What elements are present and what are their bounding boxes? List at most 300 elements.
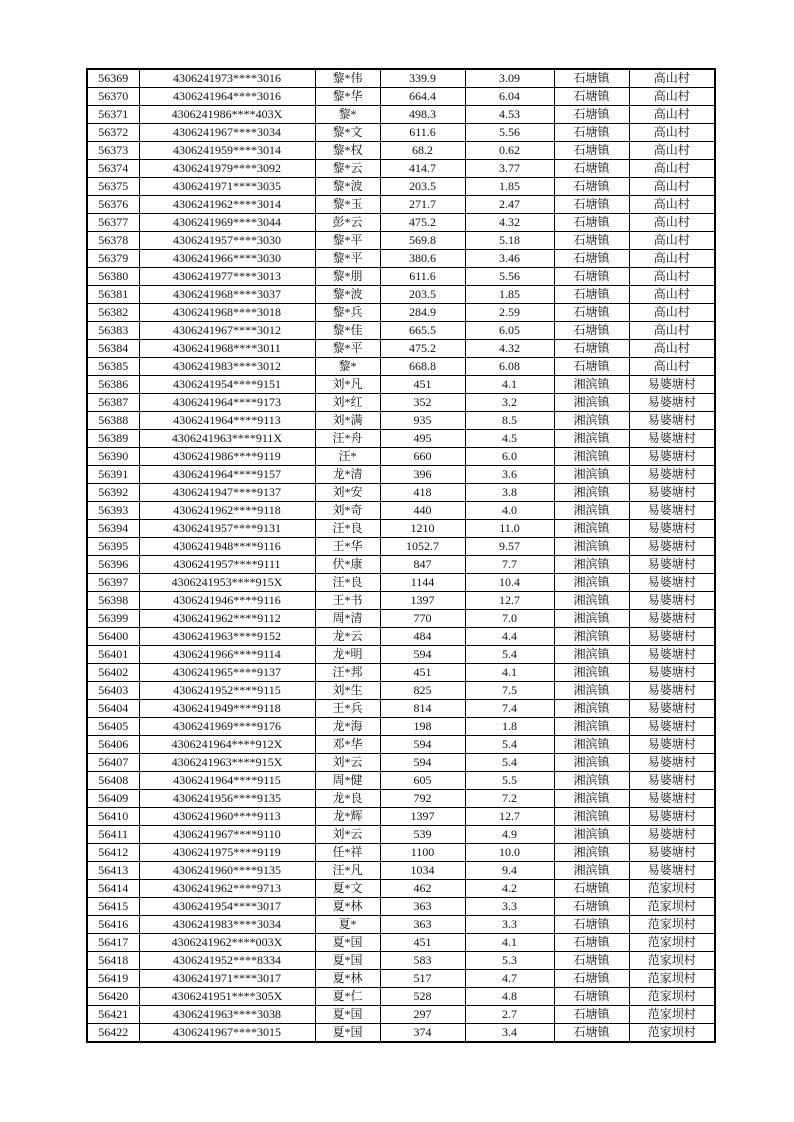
table-row — [87, 790, 715, 808]
secondary-amount-cell: 4.32 — [465, 214, 554, 232]
town-cell: 湘滨镇 — [554, 808, 629, 826]
table-row — [87, 646, 715, 664]
secondary-amount-cell: 5.4 — [465, 646, 554, 664]
table-row — [87, 628, 715, 646]
secondary-amount-cell: 3.77 — [465, 160, 554, 178]
id-number-cell: 4306241971****3035 — [139, 178, 315, 196]
table-row — [87, 772, 715, 790]
id-number-cell: 4306241962****3014 — [139, 196, 315, 214]
town-cell: 湘滨镇 — [554, 484, 629, 502]
secondary-amount-cell: 5.18 — [465, 232, 554, 250]
amount-cell: 198 — [380, 718, 465, 736]
village-cell: 易婆塘村 — [629, 736, 715, 754]
table-row — [87, 214, 715, 232]
amount-cell: 1100 — [380, 844, 465, 862]
table-row — [87, 862, 715, 880]
table-row — [87, 844, 715, 862]
table-row — [87, 268, 715, 286]
amount-cell: 660 — [380, 448, 465, 466]
serial-cell: 56410 — [87, 808, 139, 826]
village-cell: 高山村 — [629, 340, 715, 358]
amount-cell: 594 — [380, 754, 465, 772]
id-number-cell: 4306241967****9110 — [139, 826, 315, 844]
secondary-amount-cell: 3.3 — [465, 916, 554, 934]
town-cell: 湘滨镇 — [554, 862, 629, 880]
name-cell: 夏*林 — [315, 970, 380, 988]
town-cell: 湘滨镇 — [554, 394, 629, 412]
amount-cell: 770 — [380, 610, 465, 628]
table-row — [87, 610, 715, 628]
id-number-cell: 4306241957****9131 — [139, 520, 315, 538]
serial-cell: 56408 — [87, 772, 139, 790]
town-cell: 湘滨镇 — [554, 502, 629, 520]
village-cell: 易婆塘村 — [629, 682, 715, 700]
secondary-amount-cell: 9.57 — [465, 538, 554, 556]
secondary-amount-cell: 4.7 — [465, 970, 554, 988]
amount-cell: 339.9 — [380, 69, 465, 88]
name-cell: 彭*云 — [315, 214, 380, 232]
table-row — [87, 808, 715, 826]
name-cell: 刘*奇 — [315, 502, 380, 520]
id-number-cell: 4306241947****9137 — [139, 484, 315, 502]
amount-cell: 1210 — [380, 520, 465, 538]
id-number-cell: 4306241963****3038 — [139, 1006, 315, 1024]
town-cell: 石塘镇 — [554, 268, 629, 286]
table-row — [87, 952, 715, 970]
name-cell: 刘*满 — [315, 412, 380, 430]
name-cell: 汪*舟 — [315, 430, 380, 448]
id-number-cell: 4306241983****3034 — [139, 916, 315, 934]
serial-cell: 56386 — [87, 376, 139, 394]
id-number-cell: 4306241969****3044 — [139, 214, 315, 232]
village-cell: 范家坝村 — [629, 916, 715, 934]
town-cell: 湘滨镇 — [554, 826, 629, 844]
id-number-cell: 4306241954****3017 — [139, 898, 315, 916]
name-cell: 龙*海 — [315, 718, 380, 736]
id-number-cell: 4306241964****3016 — [139, 88, 315, 106]
table-row — [87, 556, 715, 574]
table-row — [87, 826, 715, 844]
secondary-amount-cell: 6.04 — [465, 88, 554, 106]
name-cell: 龙*清 — [315, 466, 380, 484]
amount-cell: 1034 — [380, 862, 465, 880]
town-cell: 石塘镇 — [554, 214, 629, 232]
table-row — [87, 88, 715, 106]
town-cell: 石塘镇 — [554, 286, 629, 304]
town-cell: 湘滨镇 — [554, 646, 629, 664]
name-cell: 黎*朋 — [315, 268, 380, 286]
secondary-amount-cell: 1.85 — [465, 178, 554, 196]
serial-cell: 56399 — [87, 610, 139, 628]
table-row — [87, 754, 715, 772]
secondary-amount-cell: 5.5 — [465, 772, 554, 790]
serial-cell: 56407 — [87, 754, 139, 772]
name-cell: 夏*文 — [315, 880, 380, 898]
village-cell: 范家坝村 — [629, 880, 715, 898]
serial-cell: 56406 — [87, 736, 139, 754]
town-cell: 石塘镇 — [554, 142, 629, 160]
town-cell: 湘滨镇 — [554, 592, 629, 610]
serial-cell: 56419 — [87, 970, 139, 988]
amount-cell: 363 — [380, 898, 465, 916]
table-row — [87, 520, 715, 538]
town-cell: 湘滨镇 — [554, 430, 629, 448]
town-cell: 湘滨镇 — [554, 790, 629, 808]
name-cell: 黎*波 — [315, 178, 380, 196]
secondary-amount-cell: 7.4 — [465, 700, 554, 718]
secondary-amount-cell: 1.8 — [465, 718, 554, 736]
town-cell: 石塘镇 — [554, 250, 629, 268]
table-row — [87, 178, 715, 196]
amount-cell: 475.2 — [380, 340, 465, 358]
name-cell: 周*清 — [315, 610, 380, 628]
amount-cell: 451 — [380, 664, 465, 682]
name-cell: 汪*良 — [315, 574, 380, 592]
id-number-cell: 4306241965****9137 — [139, 664, 315, 682]
serial-cell: 56422 — [87, 1024, 139, 1043]
amount-cell: 668.8 — [380, 358, 465, 376]
name-cell: 任*祥 — [315, 844, 380, 862]
name-cell: 邓*华 — [315, 736, 380, 754]
serial-cell: 56380 — [87, 268, 139, 286]
table-row — [87, 700, 715, 718]
serial-cell: 56376 — [87, 196, 139, 214]
secondary-amount-cell: 4.9 — [465, 826, 554, 844]
secondary-amount-cell: 7.2 — [465, 790, 554, 808]
serial-cell: 56412 — [87, 844, 139, 862]
serial-cell: 56416 — [87, 916, 139, 934]
name-cell: 黎*玉 — [315, 196, 380, 214]
amount-cell: 418 — [380, 484, 465, 502]
amount-cell: 451 — [380, 934, 465, 952]
secondary-amount-cell: 8.5 — [465, 412, 554, 430]
town-cell: 石塘镇 — [554, 988, 629, 1006]
secondary-amount-cell: 5.4 — [465, 754, 554, 772]
id-number-cell: 4306241963****911X — [139, 430, 315, 448]
secondary-amount-cell: 4.1 — [465, 376, 554, 394]
amount-cell: 451 — [380, 376, 465, 394]
village-cell: 高山村 — [629, 214, 715, 232]
village-cell: 高山村 — [629, 160, 715, 178]
table-row — [87, 340, 715, 358]
secondary-amount-cell: 0.62 — [465, 142, 554, 160]
id-number-cell: 4306241954****9151 — [139, 376, 315, 394]
name-cell: 夏*林 — [315, 898, 380, 916]
village-cell: 高山村 — [629, 358, 715, 376]
village-cell: 高山村 — [629, 178, 715, 196]
town-cell: 石塘镇 — [554, 178, 629, 196]
secondary-amount-cell: 3.46 — [465, 250, 554, 268]
serial-cell: 56379 — [87, 250, 139, 268]
id-number-cell: 4306241968****3037 — [139, 286, 315, 304]
amount-cell: 498.3 — [380, 106, 465, 124]
name-cell: 黎* — [315, 358, 380, 376]
secondary-amount-cell: 7.5 — [465, 682, 554, 700]
village-cell: 范家坝村 — [629, 1006, 715, 1024]
id-number-cell: 4306241964****9157 — [139, 466, 315, 484]
secondary-amount-cell: 6.0 — [465, 448, 554, 466]
name-cell: 黎*平 — [315, 250, 380, 268]
name-cell: 黎*云 — [315, 160, 380, 178]
town-cell: 湘滨镇 — [554, 772, 629, 790]
secondary-amount-cell: 6.05 — [465, 322, 554, 340]
amount-cell: 814 — [380, 700, 465, 718]
table-row — [87, 502, 715, 520]
serial-cell: 56404 — [87, 700, 139, 718]
town-cell: 湘滨镇 — [554, 412, 629, 430]
amount-cell: 475.2 — [380, 214, 465, 232]
amount-cell: 605 — [380, 772, 465, 790]
village-cell: 范家坝村 — [629, 970, 715, 988]
serial-cell: 56389 — [87, 430, 139, 448]
serial-cell: 56374 — [87, 160, 139, 178]
secondary-amount-cell: 5.4 — [465, 736, 554, 754]
name-cell: 黎*权 — [315, 142, 380, 160]
table-row — [87, 196, 715, 214]
village-cell: 易婆塘村 — [629, 646, 715, 664]
amount-cell: 352 — [380, 394, 465, 412]
name-cell: 黎*兵 — [315, 304, 380, 322]
secondary-amount-cell: 3.09 — [465, 69, 554, 88]
village-cell: 易婆塘村 — [629, 556, 715, 574]
beneficiary-table — [86, 68, 716, 1043]
serial-cell: 56373 — [87, 142, 139, 160]
name-cell: 黎*文 — [315, 124, 380, 142]
id-number-cell: 4306241967****3015 — [139, 1024, 315, 1043]
amount-cell: 611.6 — [380, 124, 465, 142]
secondary-amount-cell: 4.4 — [465, 628, 554, 646]
village-cell: 易婆塘村 — [629, 538, 715, 556]
village-cell: 易婆塘村 — [629, 376, 715, 394]
amount-cell: 374 — [380, 1024, 465, 1043]
amount-cell: 284.9 — [380, 304, 465, 322]
serial-cell: 56411 — [87, 826, 139, 844]
name-cell: 周*健 — [315, 772, 380, 790]
name-cell: 夏*国 — [315, 1006, 380, 1024]
serial-cell: 56415 — [87, 898, 139, 916]
secondary-amount-cell: 10.0 — [465, 844, 554, 862]
id-number-cell: 4306241967****3034 — [139, 124, 315, 142]
town-cell: 石塘镇 — [554, 898, 629, 916]
village-cell: 易婆塘村 — [629, 520, 715, 538]
village-cell: 易婆塘村 — [629, 826, 715, 844]
village-cell: 易婆塘村 — [629, 808, 715, 826]
serial-cell: 56372 — [87, 124, 139, 142]
village-cell: 易婆塘村 — [629, 844, 715, 862]
secondary-amount-cell: 4.1 — [465, 934, 554, 952]
village-cell: 易婆塘村 — [629, 430, 715, 448]
secondary-amount-cell: 3.6 — [465, 466, 554, 484]
id-number-cell: 4306241969****9176 — [139, 718, 315, 736]
name-cell: 汪*良 — [315, 520, 380, 538]
name-cell: 黎*平 — [315, 232, 380, 250]
serial-cell: 56405 — [87, 718, 139, 736]
secondary-amount-cell: 3.3 — [465, 898, 554, 916]
serial-cell: 56398 — [87, 592, 139, 610]
town-cell: 石塘镇 — [554, 880, 629, 898]
village-cell: 易婆塘村 — [629, 772, 715, 790]
id-number-cell: 4306241962****9118 — [139, 502, 315, 520]
secondary-amount-cell: 4.0 — [465, 502, 554, 520]
secondary-amount-cell: 4.53 — [465, 106, 554, 124]
town-cell: 湘滨镇 — [554, 844, 629, 862]
town-cell: 石塘镇 — [554, 322, 629, 340]
serial-cell: 56375 — [87, 178, 139, 196]
secondary-amount-cell: 9.4 — [465, 862, 554, 880]
id-number-cell: 4306241959****3014 — [139, 142, 315, 160]
table-row — [87, 124, 715, 142]
town-cell: 湘滨镇 — [554, 538, 629, 556]
village-cell: 易婆塘村 — [629, 592, 715, 610]
id-number-cell: 4306241966****3030 — [139, 250, 315, 268]
serial-cell: 56420 — [87, 988, 139, 1006]
amount-cell: 1144 — [380, 574, 465, 592]
town-cell: 石塘镇 — [554, 196, 629, 214]
serial-cell: 56383 — [87, 322, 139, 340]
amount-cell: 825 — [380, 682, 465, 700]
town-cell: 湘滨镇 — [554, 736, 629, 754]
name-cell: 夏* — [315, 916, 380, 934]
table-row — [87, 322, 715, 340]
village-cell: 易婆塘村 — [629, 790, 715, 808]
village-cell: 范家坝村 — [629, 934, 715, 952]
name-cell: 刘*生 — [315, 682, 380, 700]
town-cell: 湘滨镇 — [554, 628, 629, 646]
amount-cell: 1397 — [380, 592, 465, 610]
table-row — [87, 69, 715, 88]
amount-cell: 792 — [380, 790, 465, 808]
village-cell: 易婆塘村 — [629, 466, 715, 484]
table-row — [87, 592, 715, 610]
amount-cell: 462 — [380, 880, 465, 898]
table-row — [87, 988, 715, 1006]
serial-cell: 56391 — [87, 466, 139, 484]
village-cell: 范家坝村 — [629, 1024, 715, 1043]
amount-cell: 440 — [380, 502, 465, 520]
secondary-amount-cell: 2.59 — [465, 304, 554, 322]
serial-cell: 56397 — [87, 574, 139, 592]
town-cell: 石塘镇 — [554, 358, 629, 376]
village-cell: 范家坝村 — [629, 898, 715, 916]
id-number-cell: 4306241949****9118 — [139, 700, 315, 718]
id-number-cell: 4306241968****3011 — [139, 340, 315, 358]
village-cell: 易婆塘村 — [629, 664, 715, 682]
serial-cell: 56370 — [87, 88, 139, 106]
table-row — [87, 718, 715, 736]
town-cell: 石塘镇 — [554, 160, 629, 178]
amount-cell: 203.5 — [380, 178, 465, 196]
name-cell: 龙*良 — [315, 790, 380, 808]
name-cell: 龙*辉 — [315, 808, 380, 826]
secondary-amount-cell: 5.56 — [465, 268, 554, 286]
id-number-cell: 4306241956****9135 — [139, 790, 315, 808]
town-cell: 石塘镇 — [554, 1006, 629, 1024]
amount-cell: 611.6 — [380, 268, 465, 286]
secondary-amount-cell: 4.1 — [465, 664, 554, 682]
secondary-amount-cell: 4.32 — [465, 340, 554, 358]
amount-cell: 380.6 — [380, 250, 465, 268]
table-row — [87, 538, 715, 556]
table-row — [87, 448, 715, 466]
id-number-cell: 4306241964****912X — [139, 736, 315, 754]
town-cell: 石塘镇 — [554, 970, 629, 988]
name-cell: 夏*国 — [315, 952, 380, 970]
amount-cell: 396 — [380, 466, 465, 484]
village-cell: 范家坝村 — [629, 952, 715, 970]
serial-cell: 56396 — [87, 556, 139, 574]
town-cell: 湘滨镇 — [554, 682, 629, 700]
town-cell: 石塘镇 — [554, 124, 629, 142]
name-cell: 夏*仁 — [315, 988, 380, 1006]
name-cell: 刘*云 — [315, 826, 380, 844]
table-row — [87, 880, 715, 898]
name-cell: 王*兵 — [315, 700, 380, 718]
serial-cell: 56385 — [87, 358, 139, 376]
table-row — [87, 934, 715, 952]
village-cell: 高山村 — [629, 124, 715, 142]
table-row — [87, 358, 715, 376]
table-row — [87, 304, 715, 322]
id-number-cell: 4306241951****305X — [139, 988, 315, 1006]
secondary-amount-cell: 2.47 — [465, 196, 554, 214]
village-cell: 易婆塘村 — [629, 610, 715, 628]
secondary-amount-cell: 2.7 — [465, 1006, 554, 1024]
secondary-amount-cell: 11.0 — [465, 520, 554, 538]
id-number-cell: 4306241948****9116 — [139, 538, 315, 556]
id-number-cell: 4306241979****3092 — [139, 160, 315, 178]
secondary-amount-cell: 4.5 — [465, 430, 554, 448]
name-cell: 黎*伟 — [315, 69, 380, 88]
village-cell: 易婆塘村 — [629, 484, 715, 502]
secondary-amount-cell: 10.4 — [465, 574, 554, 592]
table-row — [87, 160, 715, 178]
secondary-amount-cell: 1.85 — [465, 286, 554, 304]
town-cell: 石塘镇 — [554, 952, 629, 970]
id-number-cell: 4306241964****9115 — [139, 772, 315, 790]
village-cell: 高山村 — [629, 286, 715, 304]
id-number-cell: 4306241983****3012 — [139, 358, 315, 376]
table-row — [87, 736, 715, 754]
id-number-cell: 4306241964****9173 — [139, 394, 315, 412]
id-number-cell: 4306241962****9713 — [139, 880, 315, 898]
town-cell: 湘滨镇 — [554, 754, 629, 772]
serial-cell: 56409 — [87, 790, 139, 808]
serial-cell: 56421 — [87, 1006, 139, 1024]
amount-cell: 594 — [380, 646, 465, 664]
village-cell: 易婆塘村 — [629, 754, 715, 772]
name-cell: 黎*华 — [315, 88, 380, 106]
serial-cell: 56387 — [87, 394, 139, 412]
id-number-cell: 4306241962****003X — [139, 934, 315, 952]
village-cell: 易婆塘村 — [629, 700, 715, 718]
table-row — [87, 394, 715, 412]
name-cell: 夏*国 — [315, 934, 380, 952]
table-row — [87, 286, 715, 304]
secondary-amount-cell: 7.7 — [465, 556, 554, 574]
serial-cell: 56395 — [87, 538, 139, 556]
secondary-amount-cell: 4.8 — [465, 988, 554, 1006]
name-cell: 刘*红 — [315, 394, 380, 412]
id-number-cell: 4306241964****9113 — [139, 412, 315, 430]
village-cell: 易婆塘村 — [629, 628, 715, 646]
table-row — [87, 232, 715, 250]
name-cell: 刘*云 — [315, 754, 380, 772]
secondary-amount-cell: 3.8 — [465, 484, 554, 502]
serial-cell: 56377 — [87, 214, 139, 232]
name-cell: 刘*安 — [315, 484, 380, 502]
town-cell: 湘滨镇 — [554, 448, 629, 466]
town-cell: 湘滨镇 — [554, 520, 629, 538]
